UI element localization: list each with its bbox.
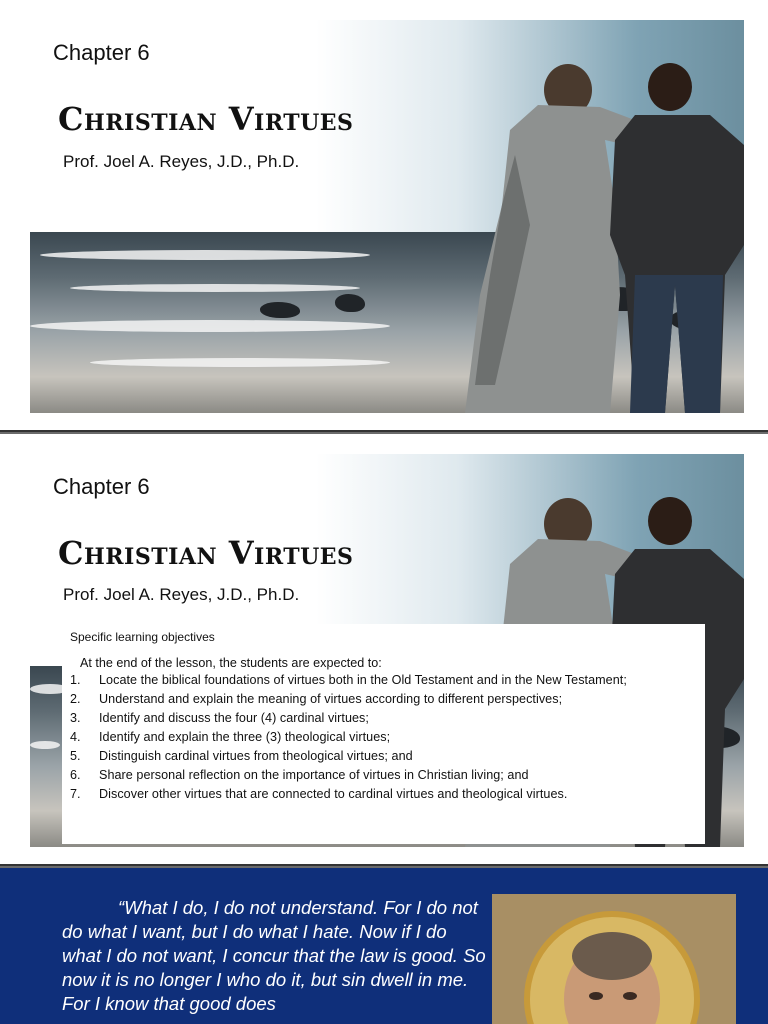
chapter-label: Chapter 6	[53, 40, 150, 65]
slide-title: Christian Virtues	[58, 100, 354, 138]
list-item	[70, 690, 697, 709]
list-item-text: Identify and discuss the four (4) cardinal virtues;	[99, 711, 369, 725]
portrait-icon	[492, 894, 736, 1024]
list-item-text: Distinguish cardinal virtues from theological virtues; and	[99, 749, 413, 763]
author-line: Prof. Joel A. Reyes, J.D., Ph.D.	[63, 152, 300, 171]
slide-1-photo	[30, 20, 744, 413]
saint-portrait-image	[492, 894, 736, 1024]
list-item-number: 4.	[70, 730, 81, 744]
list-item-number: 6.	[70, 768, 81, 782]
list-item-number: 3.	[70, 711, 81, 725]
list-item-number: 7.	[70, 787, 81, 801]
list-item-text: Understand and explain the meaning of virtues according to different perspectives;	[99, 692, 563, 706]
list-item-text: Discover other virtues that are connected to cardinal virtues and theological virtues.	[99, 787, 568, 801]
author-line: Prof. Joel A. Reyes, J.D., Ph.D.	[63, 585, 300, 604]
list-item-number: 5.	[70, 749, 81, 763]
slide-1	[0, 0, 768, 432]
list-item	[70, 747, 697, 766]
list-item-number: 1.	[70, 673, 81, 687]
objectives-list	[70, 671, 697, 804]
list-item-number: 2.	[70, 692, 81, 706]
objectives-heading: Specific learning objectives	[70, 630, 215, 644]
list-item	[70, 728, 697, 747]
objectives-intro: At the end of the lesson, the students are expected to:	[80, 656, 382, 670]
list-item	[70, 785, 697, 804]
list-item	[70, 671, 697, 690]
list-item	[70, 709, 697, 728]
figures-walking-image	[420, 45, 744, 413]
list-item-text: Locate the biblical foundations of virtues both in the Old Testament and in the New Testament;	[99, 673, 627, 687]
slide-title: Christian Virtues	[58, 534, 354, 572]
quote-text: “What I do, I do not understand. For I do not do what I want, but I do what I hate. Now if I do what I do not want, I concur that the law is good. So now it is no longer I who do it, but sin dwell in me. For I know that good does	[62, 897, 486, 1014]
list-item	[70, 766, 697, 785]
chapter-label: Chapter 6	[53, 474, 150, 499]
learning-objectives-box	[62, 624, 705, 844]
list-item-text: Identify and explain the three (3) theological virtues;	[99, 730, 391, 744]
list-item-text: Share personal reflection on the importance of virtues in Christian living; and	[99, 768, 529, 782]
